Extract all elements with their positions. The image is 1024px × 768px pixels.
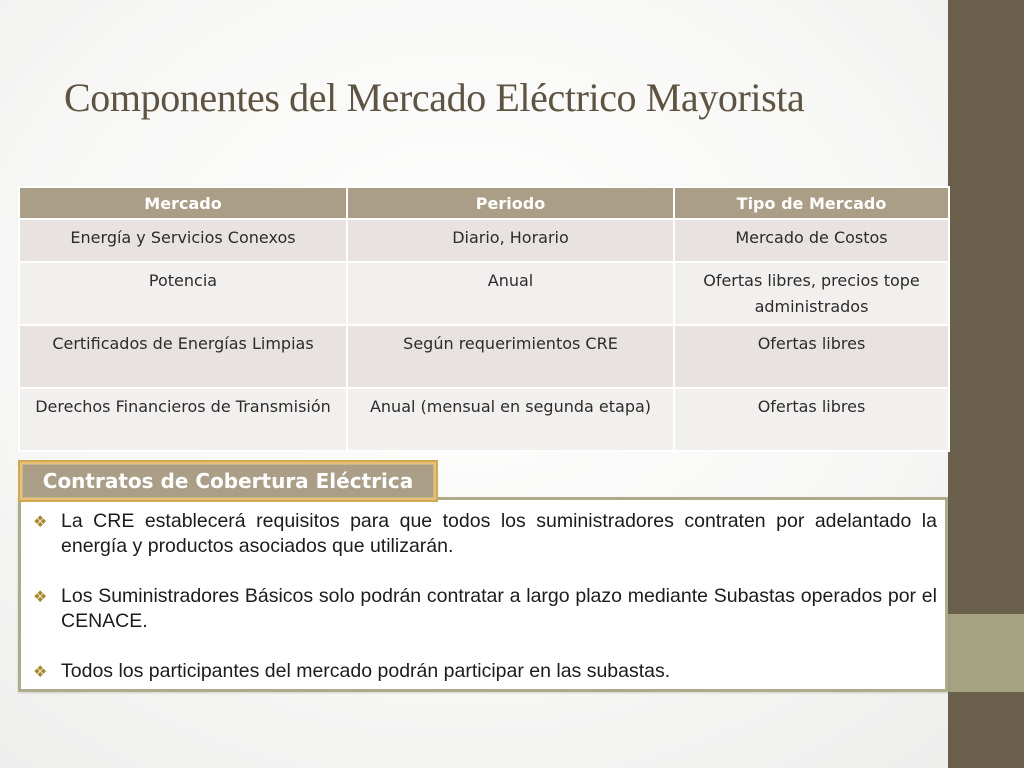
list-item bbox=[33, 509, 937, 559]
table-cell-tipo: Mercado de Costos bbox=[674, 219, 949, 262]
slide-title: Componentes del Mercado Eléctrico Mayorista bbox=[64, 75, 805, 120]
bullet-text: Todos los participantes del mercado podrán participar en las subastas. bbox=[61, 660, 671, 682]
table-cell-mercado: Potencia bbox=[19, 262, 347, 325]
table-cell-tipo: Ofertas libres bbox=[674, 325, 949, 388]
bullet-text: Los Suministradores Básicos solo podrán contratar a largo plazo mediante Subastas operados por el CENACE. bbox=[61, 585, 937, 632]
side-decoration-accent bbox=[948, 614, 1024, 692]
contracts-section-title: Contratos de Cobertura Eléctrica bbox=[42, 469, 414, 493]
table-row bbox=[19, 325, 949, 388]
list-item bbox=[33, 584, 937, 634]
table-row bbox=[19, 388, 949, 451]
table-cell-mercado: Energía y Servicios Conexos bbox=[19, 219, 347, 262]
table-cell-mercado: Certificados de Energías Limpias bbox=[19, 325, 347, 388]
table-cell-tipo: Ofertas libres, precios tope administrados bbox=[674, 262, 949, 325]
list-item bbox=[33, 659, 937, 684]
table-header-row bbox=[19, 187, 949, 219]
diamond-bullet-icon: ❖ bbox=[33, 512, 48, 531]
column-header-mercado: Mercado bbox=[19, 187, 347, 219]
table-cell-periodo: Anual (mensual en segunda etapa) bbox=[347, 388, 674, 451]
table-cell-tipo: Ofertas libres bbox=[674, 388, 949, 451]
table-row bbox=[19, 219, 949, 262]
table-cell-periodo: Diario, Horario bbox=[347, 219, 674, 262]
table-cell-periodo: Anual bbox=[347, 262, 674, 325]
column-header-periodo: Periodo bbox=[347, 187, 674, 219]
table-cell-periodo: Según requerimientos CRE bbox=[347, 325, 674, 388]
table-cell-mercado: Derechos Financieros de Transmisión bbox=[19, 388, 347, 451]
bullet-text: La CRE establecerá requisitos para que todos los suministradores contraten por adelantado la energía y productos asociados que utilizarán. bbox=[61, 510, 937, 557]
column-header-tipo-de-mercado: Tipo de Mercado bbox=[674, 187, 949, 219]
contracts-bullet-list bbox=[33, 509, 937, 684]
table-row bbox=[19, 262, 949, 325]
diamond-bullet-icon: ❖ bbox=[33, 662, 48, 681]
diamond-bullet-icon: ❖ bbox=[33, 587, 48, 606]
contracts-section-tab bbox=[20, 462, 436, 500]
market-components-table bbox=[18, 186, 950, 452]
